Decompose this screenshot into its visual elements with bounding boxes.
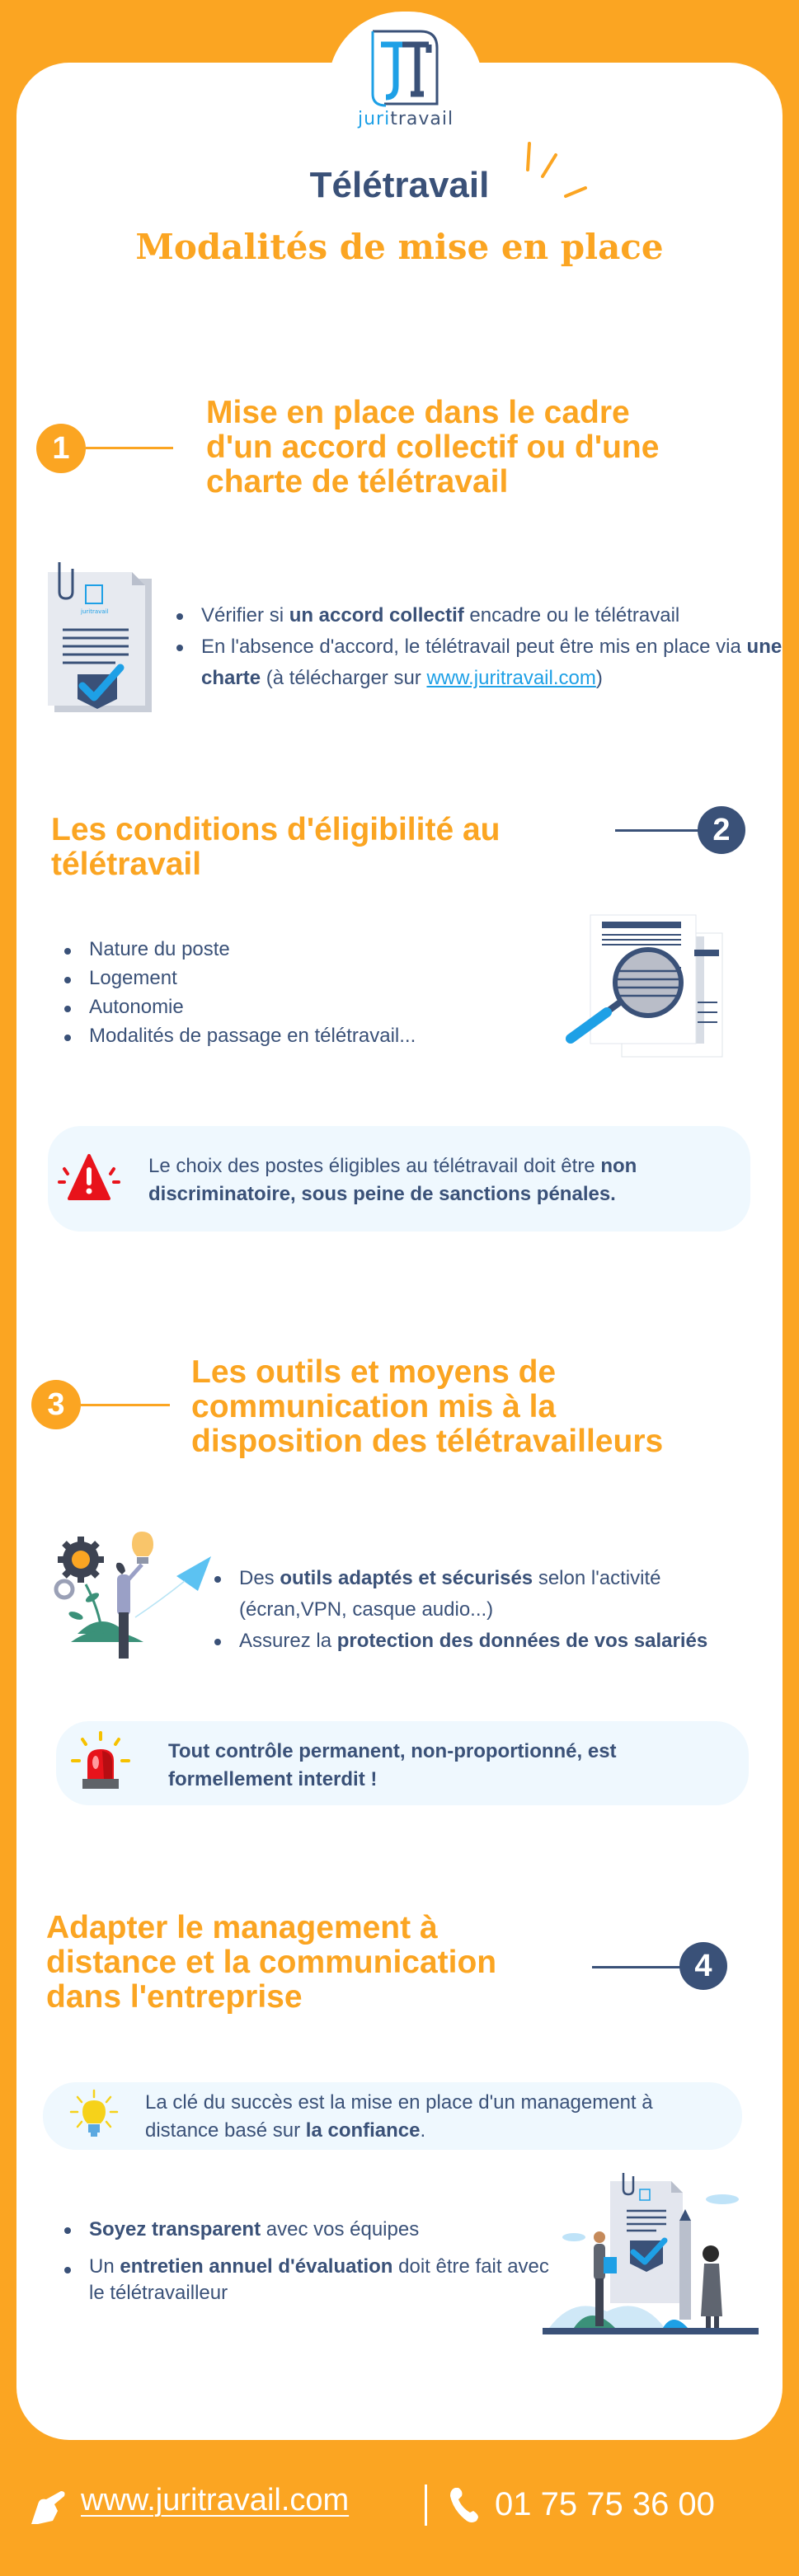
footer	[0, 2483, 799, 2541]
section-4-heading: Adapter le management à distance et la communication dans l'entreprise	[46, 1910, 497, 2015]
section-1-bullets	[173, 600, 783, 694]
step-badge-2: 2	[698, 806, 745, 854]
list-item: En l'absence d'accord, le télétravail peut être mis en place via une charte (à télécharger sur www.juritravail.com)	[173, 631, 783, 694]
step-connector-2	[615, 829, 701, 832]
warning-icon	[58, 1152, 120, 1202]
sparkle-icon	[519, 140, 594, 206]
warning-callout-text: Le choix des postes éligibles au télétravail doit être non discriminatoire, sous peine de sanctions pénales.	[148, 1155, 637, 1205]
phone-icon	[449, 2485, 485, 2526]
list-item: Autonomie	[61, 992, 523, 1021]
list-item: Assurez la protection des données de vos salariés	[211, 1626, 772, 1657]
section-3-heading: Les outils et moyens de communication mis à la disposition des télétravailleurs	[191, 1354, 664, 1459]
footer-separator	[425, 2485, 427, 2526]
siren-icon	[71, 1731, 130, 1790]
section-4-bullets	[61, 2214, 556, 2306]
siren-callout-text: Tout contrôle permanent, non-proportionné, est formellement interdit !	[168, 1740, 617, 1790]
list-item: Des outils adaptés et sécurisés selon l'activité (écran,VPN, casque audio...)	[211, 1563, 772, 1626]
section-2-heading: Les conditions d'éligibilité au télétravail	[51, 812, 501, 882]
logo-wordmark: juritravail	[358, 109, 454, 129]
list-item: Modalités de passage en télétravail...	[61, 1021, 523, 1050]
svg-text:juritravail: juritravail	[81, 608, 109, 615]
step-badge-3: 3	[31, 1380, 81, 1429]
step-badge-1: 1	[36, 424, 86, 473]
juritravail-link[interactable]: www.juritravail.com	[426, 667, 596, 689]
document-check-icon	[43, 561, 158, 717]
list-item: Nature du poste	[61, 935, 523, 964]
pointing-hand-icon	[28, 2488, 68, 2526]
list-item: Vérifier si un accord collectif encadre ou le télétravail	[173, 600, 783, 631]
lightbulb-icon	[69, 2089, 119, 2142]
website-link[interactable]: www.juritravail.com	[81, 2483, 350, 2517]
section-3-bullets	[211, 1563, 772, 1657]
step-badge-4: 4	[679, 1942, 727, 1990]
magnifier-documents-icon	[552, 910, 726, 1067]
ideas-illustration-icon	[53, 1527, 218, 1667]
section-2-bullets	[61, 935, 523, 1050]
step-connector-3	[81, 1404, 170, 1406]
team-document-illustration-icon	[541, 2171, 760, 2336]
section-1-heading: Mise en place dans le cadre d'un accord collectif ou d'une charte de télétravail	[206, 395, 660, 500]
list-item: Logement	[61, 964, 523, 992]
step-connector-4	[592, 1966, 683, 1968]
list-item: Un entretien annuel d'évaluation doit être fait avec le télétravailleur	[61, 2254, 556, 2306]
phone-number[interactable]: 01 75 75 36 00	[495, 2486, 715, 2522]
step-connector-1	[86, 447, 173, 449]
page-subtitle: Modalités de mise en place	[135, 227, 664, 267]
lightbulb-callout-text: La clé du succès est la mise en place d'un management à distance basé sur la confiance.	[145, 2091, 653, 2142]
list-item: Soyez transparent avec vos équipes	[61, 2214, 556, 2245]
page-title: Télétravail	[309, 165, 490, 205]
